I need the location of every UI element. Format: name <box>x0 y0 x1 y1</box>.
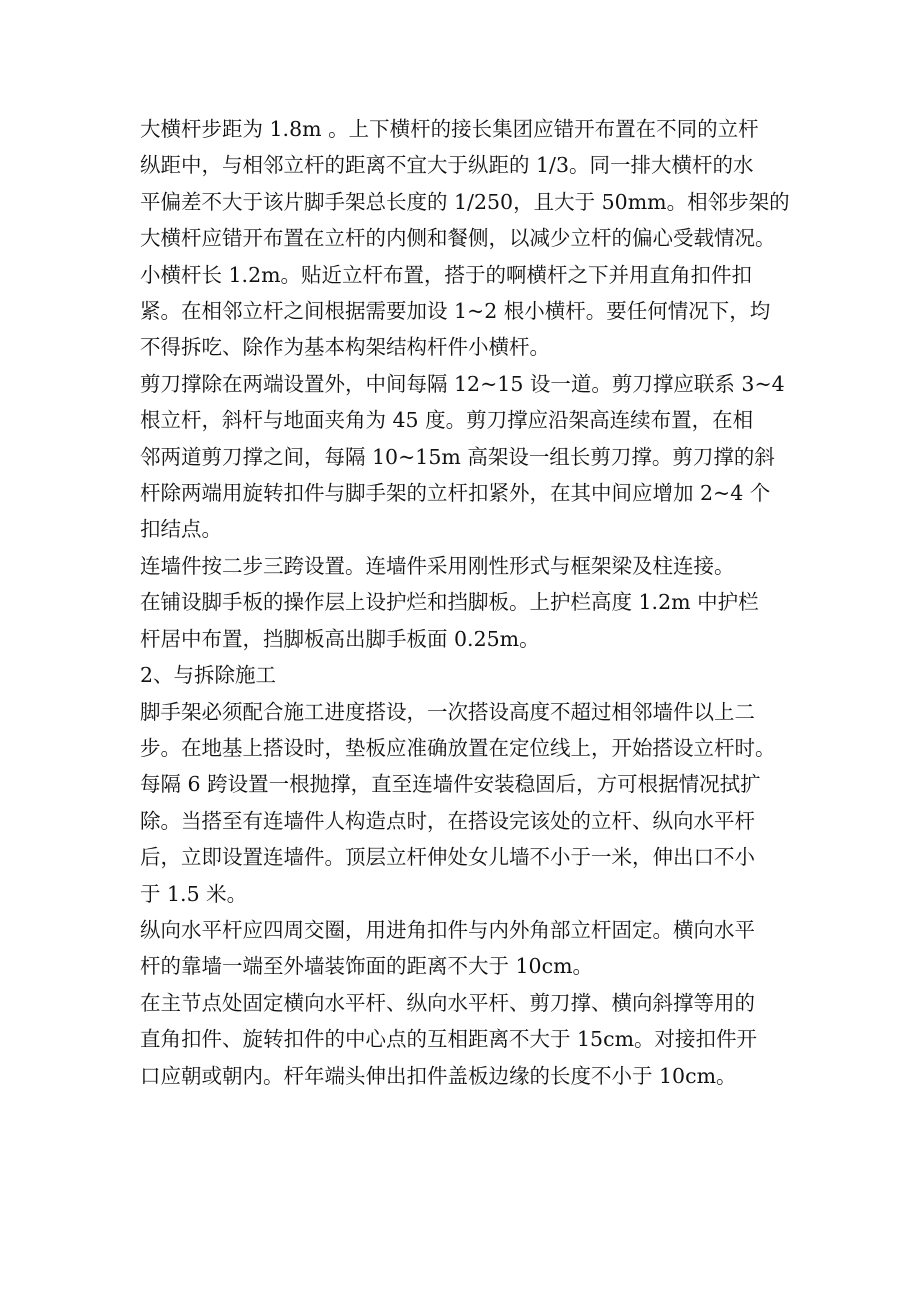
paragraph-scissor-brace <box>140 366 800 548</box>
section-heading <box>140 657 800 693</box>
text-line: 纵距中，与相邻立杆的距离不宜大于纵距的 1/3。同一排大横杆的水 <box>140 153 754 178</box>
text-line: 邻两道剪刀撑之间，每隔 10~15m 高架设一组长剪刀撑。剪刀撑的斜 <box>140 444 775 469</box>
text-line: 口应朝或朝内。杆年端头伸出扣件盖板边缘的长度不小于 10cm。 <box>140 1063 737 1088</box>
text-line: 扣结点。 <box>140 517 222 542</box>
text-line: 根立杆，斜杆与地面夹角为 45 度。剪刀撑应沿架高连续布置，在相 <box>140 408 754 433</box>
text-line: 步。在地基上搭设时，垫板应准确放置在定位线上，开始搭设立杆时。 <box>140 735 776 760</box>
text-line: 纵向水平杆应四周交圈，用进角扣件与内外角部立杆固定。横向水平 <box>140 917 755 942</box>
paragraph-main-node <box>140 985 800 1094</box>
text-line: 在主节点处固定横向水平杆、纵向水平杆、剪刀撑、横向斜撑等用的 <box>140 990 755 1015</box>
text-line: 不得拆吃、除作为基本构架结构杆件小横杆。 <box>140 335 550 360</box>
text-line: 杆除两端用旋转扣件与脚手架的立杆扣紧外，在其中间应增加 2~4 个 <box>140 481 771 506</box>
text-line: 大横杆应错开布置在立杆的内侧和餐侧，以减少立杆的偏心受载情况。 <box>140 226 776 251</box>
text-line: 平偏差不大于该片脚手架总长度的 1/250，且大于 50mm。相邻步架的 <box>140 189 790 214</box>
text-line: 大横杆步距为 1.8m 。上下横杆的接长集团应错开布置在不同的立杆 <box>140 117 759 141</box>
section-heading-text: 2、与拆除施工 <box>140 663 277 688</box>
paragraph-longitudinal-bar <box>140 912 800 985</box>
text-line: 每隔 6 跨设置一根抛撑，直至连墙件安装稳固后，方可根据情况拭扩 <box>140 772 761 797</box>
text-line: 剪刀撑除在两端设置外，中间每隔 12~15 设一道。剪刀撑应联系 3~4 <box>140 371 785 396</box>
text-line: 杆的靠墙一端至外墙装饰面的距离不大于 10cm。 <box>140 954 594 979</box>
document-body <box>140 111 800 1094</box>
text-line: 除。当搭至有连墙件人构造点时，在搭设完该处的立杆、纵向水平杆 <box>140 808 755 833</box>
text-line: 连墙件按二步三跨设置。连墙件采用刚性形式与框架梁及柱连接。 <box>140 553 735 578</box>
text-line: 直角扣件、旋转扣件的中心点的互相距离不大于 15cm。对接扣件开 <box>140 1027 758 1052</box>
paragraph-erection <box>140 694 800 912</box>
text-line: 于 1.5 米。 <box>140 881 248 906</box>
text-line: 紧。在相邻立杆之间根据需要加设 1~2 根小横杆。要任何情况下，均 <box>140 299 771 324</box>
paragraph-wall-tie <box>140 548 800 584</box>
paragraph-big-crossbar <box>140 111 800 257</box>
text-line: 杆居中布置，挡脚板高出脚手板面 0.25m。 <box>140 626 540 651</box>
text-line: 脚手架必须配合施工进度搭设，一次搭设高度不超过相邻墙件以上二 <box>140 699 755 724</box>
paragraph-small-crossbar <box>140 257 800 366</box>
text-line: 后，立即设置连墙件。顶层立杆伸处女儿墙不小于一米，伸出口不小 <box>140 845 755 870</box>
text-line: 在铺设脚手板的操作层上设护烂和挡脚板。上护栏高度 1.2m 中护栏 <box>140 590 759 615</box>
paragraph-guardrail <box>140 584 800 657</box>
text-line: 小横杆长 1.2m。贴近立杆布置，搭于的啊横杆之下并用直角扣件扣 <box>140 262 753 287</box>
